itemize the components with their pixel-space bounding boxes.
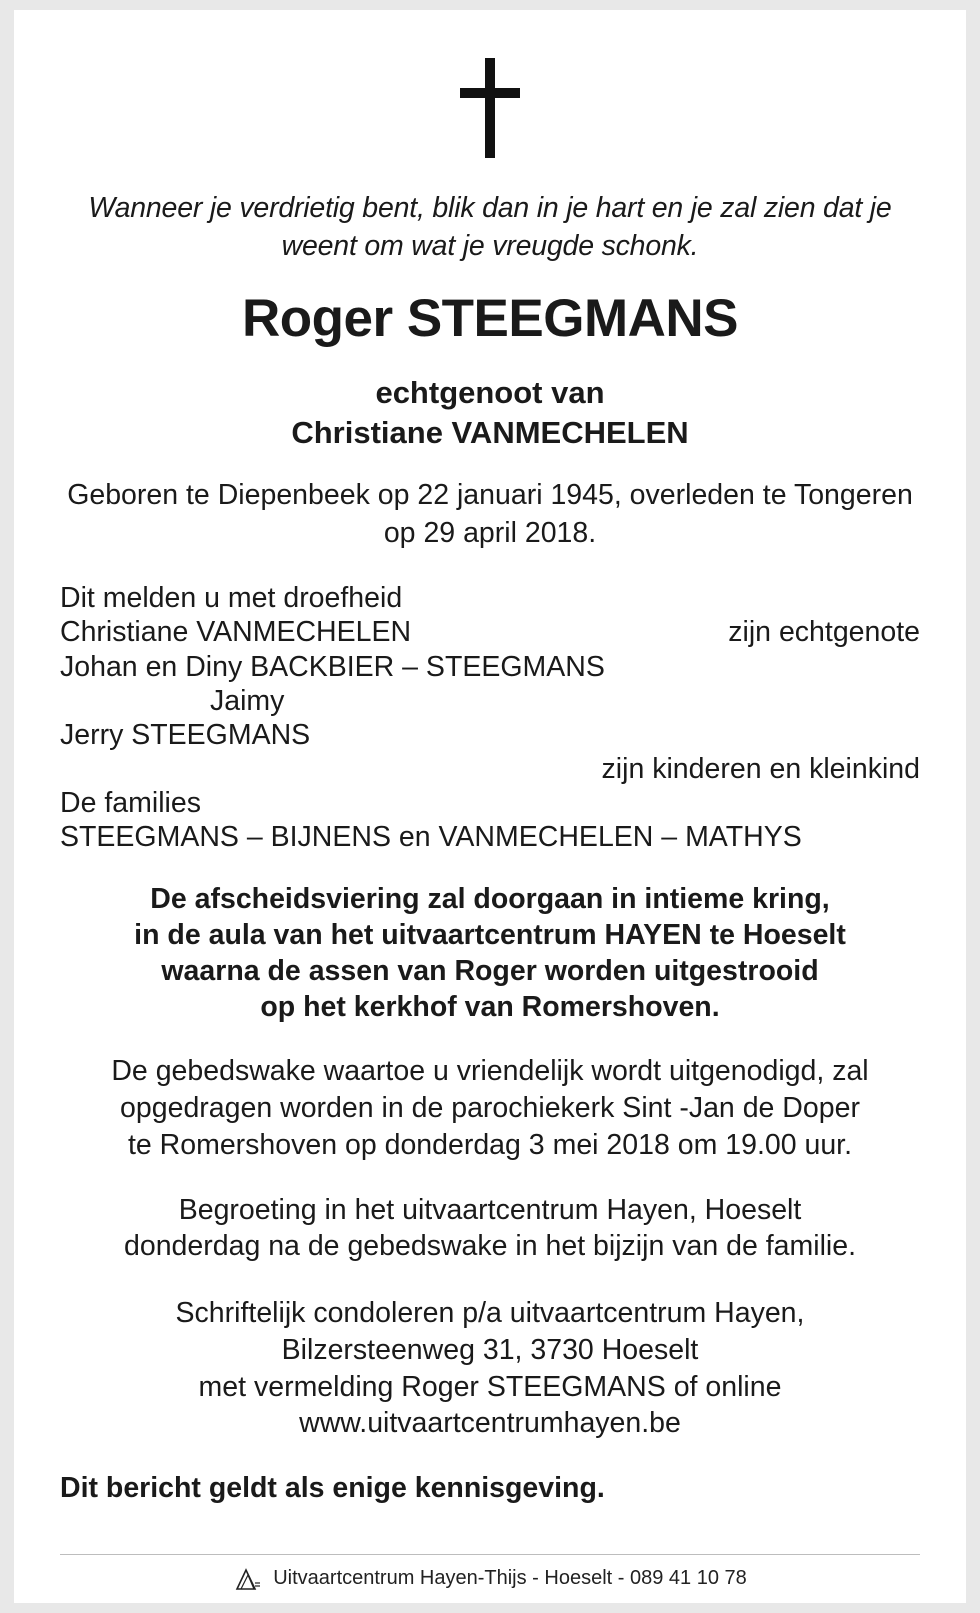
condolence-block — [60, 1295, 920, 1442]
ceremony-block — [60, 881, 920, 1026]
footer-text: Uitvaartcentrum Hayen-Thijs - Hoeselt - 089 41 10 78 — [273, 1566, 747, 1589]
announcement-spouse-row — [60, 615, 920, 649]
announcement-block — [60, 581, 920, 855]
ceremony-line: waarna de assen van Roger worden uitgestrooid — [161, 955, 819, 988]
cross-icon-container — [60, 58, 920, 166]
wake-block — [60, 1053, 920, 1163]
condolence-line: Bilzersteenweg 31, 3730 Hoeselt — [281, 1333, 699, 1366]
final-notice: Dit bericht geldt als enige kennisgeving. — [60, 1472, 605, 1505]
ceremony-line: De afscheidsviering zal doorgaan in intieme kring, — [150, 882, 830, 915]
greeting-line: donderdag na de gebedswake in het bijzijn van de familie. — [124, 1230, 856, 1263]
greeting-block — [60, 1192, 920, 1266]
wake-line: De gebedswake waartoe u vriendelijk wordt uitgenodigd, zal — [111, 1055, 869, 1088]
announcement-spouse-name: Christiane VANMECHELEN — [60, 616, 412, 649]
ceremony-line: op het kerkhof van Romershoven. — [260, 991, 720, 1024]
wake-line: te Romershoven op donderdag 3 mei 2018 om 19.00 uur. — [127, 1128, 853, 1161]
announcement-children-role: zijn kinderen en kleinkind — [601, 753, 920, 786]
cross-horizontal-bar — [460, 88, 520, 98]
cross-vertical-bar — [485, 58, 495, 158]
birth-death-details: Geboren te Diepenbeek op 22 januari 1945, overleden te Tongeren op 29 april 2018. — [67, 479, 913, 550]
ceremony-line: in de aula van het uitvaartcentrum HAYEN te Hoeselt — [134, 918, 846, 951]
footer — [60, 1554, 920, 1593]
announcement-child-line-1: Johan en Diny BACKBIER – STEEGMANS — [60, 650, 605, 683]
cross-icon — [458, 58, 522, 158]
memorial-card — [14, 10, 966, 1603]
deceased-name: Roger STEEGMANS — [241, 288, 739, 348]
funeral-home-logo-icon — [233, 1563, 263, 1593]
condolence-line: Schriftelijk condoleren p/a uitvaartcentrum Hayen, — [175, 1297, 805, 1330]
condolence-line: met vermelding Roger STEEGMANS of online — [198, 1370, 782, 1403]
spouse-relation-label: echtgenoot van — [375, 374, 605, 410]
spouse-name: Christiane VANMECHELEN — [291, 415, 689, 451]
greeting-line: Begroeting in het uitvaartcentrum Hayen, Hoeselt — [178, 1193, 802, 1226]
announcement-families-names: STEEGMANS – BIJNENS en VANMECHELEN – MATHYS — [60, 821, 802, 854]
announcement-families-label: De families — [60, 787, 201, 820]
wake-line: opgedragen worden in de parochiekerk Sint -Jan de Doper — [120, 1092, 860, 1125]
announcement-child-line-2: Jerry STEEGMANS — [60, 718, 311, 751]
condolence-website[interactable]: www.uitvaartcentrumhayen.be — [299, 1407, 681, 1440]
announcement-intro: Dit melden u met droefheid — [60, 582, 403, 615]
memorial-quote: Wanneer je verdrietig bent, blik dan in je hart en je zal zien dat je weent om wat je vreugde schonk. — [88, 192, 892, 262]
announcement-spouse-role: zijn echtgenote — [728, 616, 920, 649]
announcement-grandchild: Jaimy — [210, 684, 285, 717]
